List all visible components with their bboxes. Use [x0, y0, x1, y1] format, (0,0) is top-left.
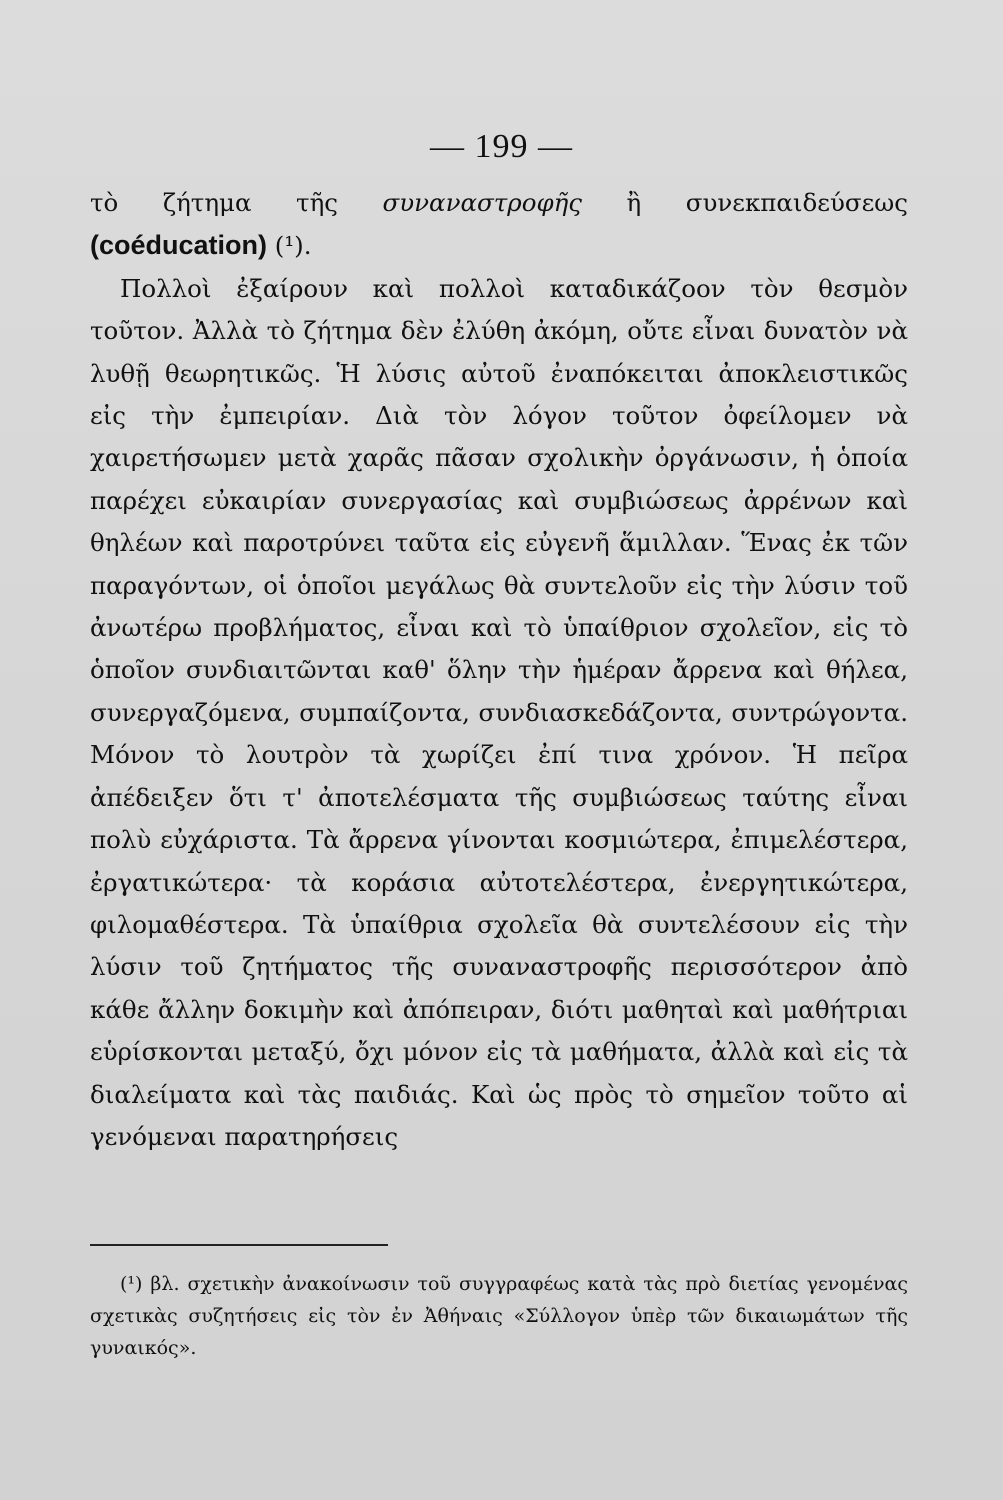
footnote-reference: (¹). — [267, 231, 312, 261]
footnote-text: (¹) βλ. σχετικὴν ἀνακοίνωσιν τοῦ συγγραφέως κατὰ τὰς πρὸ διετίας γενομένας σχετικὰς συζητήσεις εἰς τὸν ἐν Ἀθήναις «Σύλλογον ὑπὲρ τῶν δικαιωμάτων τῆς γυναικός». — [90, 1273, 908, 1359]
paragraph-1-start: τὸ ζήτημα τῆς — [90, 188, 383, 217]
emphasized-term: συναναστροφῆς — [382, 188, 583, 217]
paragraph-1 — [90, 182, 908, 268]
footnote-divider — [90, 1244, 388, 1246]
paragraph-1-middle: ἢ συνεκπαιδεύσεως — [582, 188, 908, 217]
latin-term: (coéducation) — [90, 230, 268, 261]
paragraph-2: Πολλοὶ ἐξαίρουν καὶ πολλοὶ καταδικάζοον τὸν θεσμὸν τοῦτον. Ἀλλὰ τὸ ζήτημα δὲν ἐλύθη ἀκόμη, οὔτε εἶναι δυνατὸν νὰ λυθῇ θεωρητικῶς. Ἡ λύσις αὐτοῦ ἐναπόκειται ἀποκλειστικῶς εἰς τὴν ἐμπειρίαν. Διὰ τὸν λόγον τοῦτον ὀφείλομεν νὰ χαιρετήσωμεν μετὰ χαρᾶς πᾶσαν σχολικὴν ὀργάνωσιν, ἡ ὁποία παρέχει εὐκαιρίαν συνεργασίας καὶ συμβιώσεως ἀρρένων καὶ θηλέων καὶ παροτρύνει ταῦτα εἰς εὐγενῆ ἅμιλλαν. Ἕνας ἐκ τῶν παραγόντων, οἱ ὁποῖοι μεγάλως θὰ συντελοῦν εἰς τὴν λύσιν τοῦ ἀνωτέρω προβλήματος, εἶναι καὶ τὸ ὑπαίθριον σχολεῖον, εἰς τὸ ὁποῖον συνδιαιτῶνται καθ' ὅλην τὴν ἡμέραν ἄρρενα καὶ θήλεα, συνεργαζόμενα, συμπαίζοντα, συνδιασκεδάζοντα, συντρώγοντα. Μόνον τὸ λουτρὸν τὰ χωρίζει ἐπί τινα χρόνον. Ἡ πεῖρα ἀπέδειξεν ὅτι τ' ἀποτελέσματα τῆς συμβιώσεως ταύτης εἶναι πολὺ εὐχάριστα. Τὰ ἄρρενα γίνονται κοσμιώτερα, ἐπιμελέστερα, ἐργατικώτερα· τὰ κοράσια αὐτοτελέστερα, ἐνεργητικώτερα, φιλομαθέστερα. Τὰ ὑπαίθρια σχολεῖα θὰ συντελέσουν εἰς τὴν λύσιν τοῦ ζητήματος τῆς συναναστροφῆς περισσότερον ἀπὸ κάθε ἄλλην δοκιμὴν καὶ ἀπόπειραν, διότι μαθηταὶ καὶ μαθήτριαι εὑρίσκονται μεταξύ, ὄχι μόνον εἰς τὰ μαθήματα, ἀλλὰ καὶ εἰς τὰ διαλείματα καὶ τὰς παιδιάς. Καὶ ὡς πρὸς τὸ σημεῖον τοῦτο αἱ γενόμεναι παρατηρήσεις — [90, 273, 908, 1151]
footnote — [90, 1268, 908, 1364]
main-text — [90, 182, 908, 1158]
page-number: — 199 — — [430, 128, 573, 165]
